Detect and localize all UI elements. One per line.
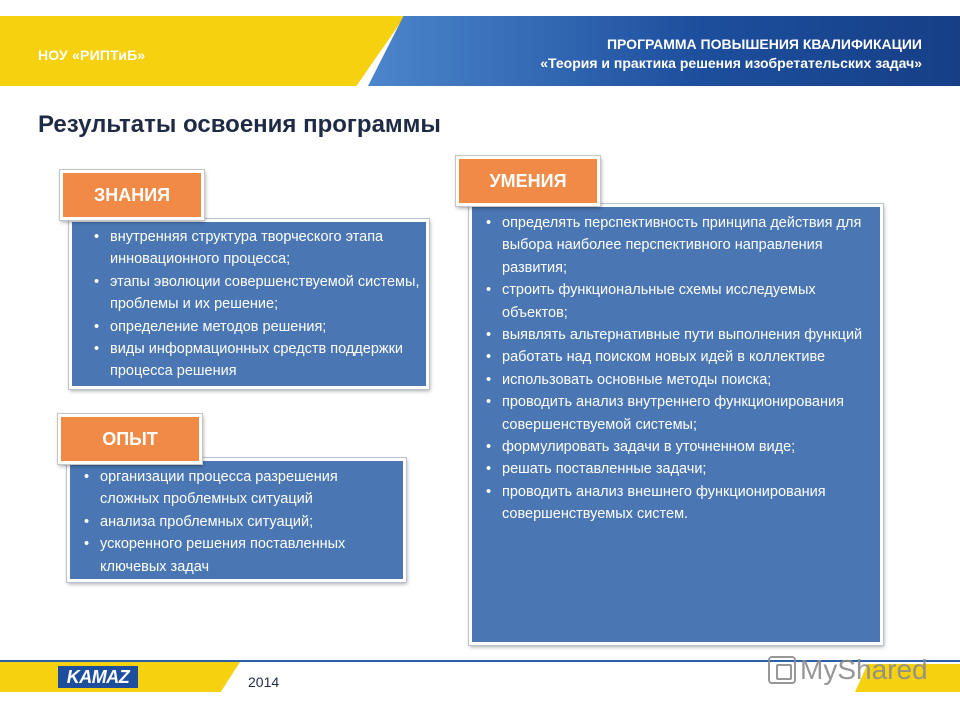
bullet-icon: • [486,483,492,500]
bullet-icon: • [94,229,100,245]
program-title-line1: ПРОГРАММА ПОВЫШЕНИЯ КВАЛИФИКАЦИИ [606,36,922,52]
list-item: • определять перспективность принципа действия для выбора наиболее перспективного направления развития; [478,212,874,279]
bullet-icon: • [84,513,90,530]
knowledge-list [86,226,420,383]
knowledge-label: ЗНАНИЯ [60,170,204,220]
bullet-icon: • [94,318,100,335]
experience-label: ОПЫТ [58,414,202,464]
header-banner [0,0,960,100]
watermark [768,654,928,686]
list-item: • виды информационных средств поддержки процесса решения [86,338,420,383]
bullet-icon: • [486,215,492,231]
experience-panel [67,458,406,582]
footer-year: 2014 [248,674,280,690]
list-item: • внутренняя структура творческого этапа инновационного процесса; [86,226,420,271]
program-title [540,35,922,73]
list-item: • выявлять альтернативные пути выполнения функций [478,324,874,346]
bullet-icon: • [486,439,492,456]
experience-list [76,466,397,578]
bullet-icon: • [486,282,492,299]
bullet-icon: • [486,349,492,366]
list-item: • проводить анализ внутреннего функционирования совершенствуемой системы; [478,391,874,436]
bullet-icon: • [84,536,90,553]
bullet-icon: • [486,394,492,411]
bullet-icon: • [94,273,100,290]
list-item: • работать над поиском новых идей в коллективе [478,346,874,368]
presentation-icon [768,656,796,684]
list-item: • проводить анализ внешнего функционирования совершенствуемых систем. [478,481,874,526]
program-title-line2: «Теория и практика решения изобретательских задач» [540,55,922,71]
skills-list [478,212,874,526]
list-item: • анализа проблемных ситуаций; [76,511,397,533]
bullet-icon: • [486,327,492,344]
bullet-icon: • [486,461,492,478]
list-item: • использовать основные методы поиска; [478,369,874,391]
list-item: • ускоренного решения поставленных ключевых задач [76,533,397,578]
list-item: • строить функциональные схемы исследуемых объектов; [478,279,874,324]
bullet-icon: • [94,341,100,358]
skills-panel [469,204,883,645]
organization-name: НОУ «РИПТиБ» [38,47,146,63]
bullet-icon: • [486,371,492,388]
watermark-text: MyShared [800,654,928,685]
slide-title: Результаты освоения программы [38,111,441,138]
list-item: • организации процесса разрешения сложных проблемных ситуаций [76,466,397,511]
bullet-icon: • [84,469,90,485]
kamaz-logo: KAMAZ [58,666,138,688]
list-item: • определение методов решения; [86,316,420,338]
list-item: • решать поставленные задачи; [478,458,874,480]
list-item: • формулировать задачи в уточненном виде; [478,436,874,458]
list-item: • этапы эволюции совершенствуемой системы, проблемы и их решение; [86,271,420,316]
knowledge-panel [69,219,429,389]
skills-label: УМЕНИЯ [456,156,600,206]
